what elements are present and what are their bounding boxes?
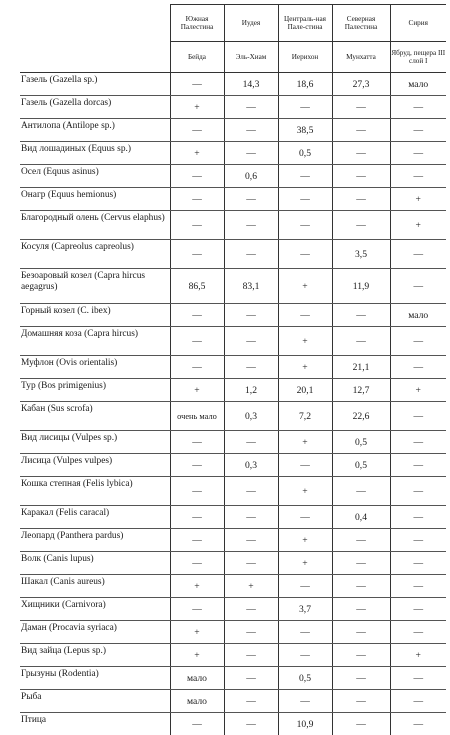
value-cell: — — [278, 454, 332, 477]
value-cell: — — [224, 356, 278, 379]
value-cell: + — [278, 327, 332, 356]
table-row — [20, 575, 446, 598]
table-header — [20, 5, 446, 73]
table-row — [20, 454, 446, 477]
value-cell: — — [170, 327, 224, 356]
species-name-cell: Лисица (Vulpes vulpes) — [20, 454, 170, 477]
table-row — [20, 356, 446, 379]
value-cell: — — [224, 644, 278, 667]
value-cell: очень мало — [170, 402, 224, 431]
species-name-cell: Рыба — [20, 690, 170, 713]
value-cell: — — [332, 211, 390, 240]
value-cell: — — [332, 690, 390, 713]
value-cell: — — [278, 644, 332, 667]
value-cell: + — [278, 529, 332, 552]
value-cell: + — [390, 379, 446, 402]
table-row — [20, 713, 446, 735]
value-cell: — — [224, 621, 278, 644]
value-cell: 1,2 — [224, 379, 278, 402]
species-name-cell: Даман (Procavia syriaca) — [20, 621, 170, 644]
value-cell: — — [390, 598, 446, 621]
species-name-cell: Шакал (Canis aureus) — [20, 575, 170, 598]
species-name-cell: Осел (Equus asinus) — [20, 165, 170, 188]
value-cell: 20,1 — [278, 379, 332, 402]
value-cell: — — [278, 506, 332, 529]
table-row — [20, 96, 446, 119]
value-cell: + — [278, 552, 332, 575]
value-cell: 0,5 — [278, 667, 332, 690]
region-header-row — [20, 5, 446, 42]
species-name-cell: Антилопа (Antilope sp.) — [20, 119, 170, 142]
value-cell: — — [390, 621, 446, 644]
value-cell: — — [170, 431, 224, 454]
table-row — [20, 119, 446, 142]
value-cell: — — [170, 713, 224, 735]
value-cell: — — [224, 240, 278, 269]
species-name-cell: Тур (Bos primigenius) — [20, 379, 170, 402]
value-cell: — — [332, 644, 390, 667]
species-name-cell: Онагр (Equus hemionus) — [20, 188, 170, 211]
species-name-cell: Вид лисицы (Vulpes sp.) — [20, 431, 170, 454]
value-cell: 27,3 — [332, 73, 390, 96]
table-row — [20, 269, 446, 304]
table-row — [20, 477, 446, 506]
value-cell: + — [170, 379, 224, 402]
region-header: Северная Палестина — [332, 5, 390, 42]
value-cell: 3,5 — [332, 240, 390, 269]
value-cell: + — [224, 575, 278, 598]
table-body — [20, 73, 446, 735]
value-cell: — — [390, 667, 446, 690]
value-cell: — — [224, 142, 278, 165]
value-cell: — — [390, 431, 446, 454]
value-cell: — — [332, 477, 390, 506]
value-cell: — — [170, 529, 224, 552]
value-cell: — — [332, 96, 390, 119]
value-cell: — — [390, 477, 446, 506]
header-corner — [20, 5, 170, 73]
value-cell: — — [170, 552, 224, 575]
value-cell: + — [278, 269, 332, 304]
site-header: Иерихон — [278, 42, 332, 73]
value-cell: — — [390, 356, 446, 379]
species-name-cell: Вид лошадиных (Equus sp.) — [20, 142, 170, 165]
value-cell: мало — [170, 667, 224, 690]
value-cell: 12,7 — [332, 379, 390, 402]
species-name-cell: Леопард (Panthera pardus) — [20, 529, 170, 552]
table-row — [20, 304, 446, 327]
value-cell: 38,5 — [278, 119, 332, 142]
species-name-cell: Косуля (Capreolus capreolus) — [20, 240, 170, 269]
species-name-cell: Каракал (Felis caracal) — [20, 506, 170, 529]
value-cell: + — [170, 621, 224, 644]
site-header: Мунхатта — [332, 42, 390, 73]
value-cell: — — [170, 165, 224, 188]
table-row — [20, 188, 446, 211]
value-cell: — — [390, 402, 446, 431]
value-cell: 22,6 — [332, 402, 390, 431]
value-cell: — — [224, 96, 278, 119]
table-row — [20, 379, 446, 402]
value-cell: — — [224, 119, 278, 142]
value-cell: — — [224, 477, 278, 506]
value-cell: 11,9 — [332, 269, 390, 304]
value-cell: 0,5 — [332, 431, 390, 454]
value-cell: — — [224, 327, 278, 356]
value-cell: 0,4 — [332, 506, 390, 529]
value-cell: — — [170, 73, 224, 96]
value-cell: — — [224, 506, 278, 529]
value-cell: — — [170, 506, 224, 529]
table-row — [20, 402, 446, 431]
value-cell: — — [332, 142, 390, 165]
value-cell: — — [170, 211, 224, 240]
value-cell: + — [390, 188, 446, 211]
table-row — [20, 431, 446, 454]
value-cell: — — [332, 621, 390, 644]
region-header: Централь-ная Пале-стина — [278, 5, 332, 42]
value-cell: мало — [170, 690, 224, 713]
value-cell: + — [170, 575, 224, 598]
value-cell: + — [390, 211, 446, 240]
site-header: Ябруд, пещера III слой I — [390, 42, 446, 73]
value-cell: — — [278, 304, 332, 327]
value-cell: — — [390, 575, 446, 598]
value-cell: 7,2 — [278, 402, 332, 431]
value-cell: 0,5 — [278, 142, 332, 165]
value-cell: — — [170, 304, 224, 327]
value-cell: — — [224, 598, 278, 621]
value-cell: — — [390, 165, 446, 188]
value-cell: — — [390, 506, 446, 529]
species-name-cell: Благородный олень (Cervus elaphus) — [20, 211, 170, 240]
value-cell: — — [278, 240, 332, 269]
site-header: Бейда — [170, 42, 224, 73]
region-header: Южная Палестина — [170, 5, 224, 42]
species-name-cell: Безоаровый козел (Capra hircus aegagrus) — [20, 269, 170, 304]
table-row — [20, 690, 446, 713]
value-cell: — — [224, 529, 278, 552]
value-cell: — — [332, 165, 390, 188]
value-cell: 0,6 — [224, 165, 278, 188]
value-cell: 10,9 — [278, 713, 332, 735]
value-cell: — — [390, 552, 446, 575]
value-cell: — — [278, 690, 332, 713]
species-name-cell: Горный козел (C. ibex) — [20, 304, 170, 327]
value-cell: — — [332, 598, 390, 621]
species-name-cell: Домашняя коза (Capra hircus) — [20, 327, 170, 356]
species-name-cell: Газель (Gazella sp.) — [20, 73, 170, 96]
species-name-cell: Кабан (Sus scrofa) — [20, 402, 170, 431]
value-cell: — — [224, 667, 278, 690]
value-cell: — — [390, 119, 446, 142]
value-cell: 0,5 — [332, 454, 390, 477]
value-cell: — — [332, 327, 390, 356]
value-cell: — — [332, 304, 390, 327]
species-name-cell: Муфлон (Ovis orientalis) — [20, 356, 170, 379]
value-cell: — — [332, 575, 390, 598]
value-cell: 14,3 — [224, 73, 278, 96]
fauna-table — [20, 4, 446, 735]
value-cell: — — [170, 477, 224, 506]
value-cell: — — [390, 269, 446, 304]
value-cell: — — [278, 188, 332, 211]
value-cell: — — [390, 327, 446, 356]
value-cell: — — [390, 454, 446, 477]
value-cell: — — [332, 552, 390, 575]
value-cell: 0,3 — [224, 454, 278, 477]
value-cell: + — [170, 142, 224, 165]
value-cell: + — [170, 96, 224, 119]
table-row — [20, 165, 446, 188]
value-cell: — — [224, 188, 278, 211]
value-cell: + — [278, 431, 332, 454]
value-cell: 86,5 — [170, 269, 224, 304]
value-cell: — — [390, 690, 446, 713]
species-name-cell: Вид зайца (Lepus sp.) — [20, 644, 170, 667]
value-cell: — — [224, 552, 278, 575]
value-cell: мало — [390, 304, 446, 327]
value-cell: — — [278, 621, 332, 644]
value-cell: — — [224, 211, 278, 240]
value-cell: — — [390, 240, 446, 269]
species-name-cell: Птица — [20, 713, 170, 735]
value-cell: — — [170, 240, 224, 269]
table-row — [20, 327, 446, 356]
value-cell: — — [390, 713, 446, 735]
table-row — [20, 211, 446, 240]
value-cell: — — [278, 211, 332, 240]
value-cell: — — [332, 188, 390, 211]
value-cell: — — [278, 575, 332, 598]
value-cell: 21,1 — [332, 356, 390, 379]
value-cell: — — [224, 713, 278, 735]
value-cell: мало — [390, 73, 446, 96]
value-cell: + — [390, 644, 446, 667]
table-row — [20, 552, 446, 575]
value-cell: — — [278, 165, 332, 188]
value-cell: — — [224, 431, 278, 454]
value-cell: — — [332, 667, 390, 690]
table-row — [20, 621, 446, 644]
species-name-cell: Газель (Gazella dorcas) — [20, 96, 170, 119]
species-name-cell: Кошка степная (Felis lybica) — [20, 477, 170, 506]
value-cell: — — [278, 96, 332, 119]
value-cell: — — [224, 304, 278, 327]
table-row — [20, 598, 446, 621]
region-header: Иудея — [224, 5, 278, 42]
table-row — [20, 73, 446, 96]
value-cell: — — [170, 356, 224, 379]
table-row — [20, 506, 446, 529]
table-row — [20, 142, 446, 165]
value-cell: + — [278, 356, 332, 379]
value-cell: + — [278, 477, 332, 506]
value-cell: 3,7 — [278, 598, 332, 621]
value-cell: — — [170, 119, 224, 142]
value-cell: 83,1 — [224, 269, 278, 304]
table-row — [20, 667, 446, 690]
region-header: Сирия — [390, 5, 446, 42]
value-cell: — — [390, 529, 446, 552]
species-name-cell: Грызуны (Rodentia) — [20, 667, 170, 690]
value-cell: 0,3 — [224, 402, 278, 431]
table-row — [20, 529, 446, 552]
value-cell: — — [390, 96, 446, 119]
value-cell: — — [170, 454, 224, 477]
value-cell: — — [332, 529, 390, 552]
value-cell: — — [390, 142, 446, 165]
value-cell: — — [224, 690, 278, 713]
value-cell: — — [332, 713, 390, 735]
table-row — [20, 240, 446, 269]
species-name-cell: Хищники (Carnivora) — [20, 598, 170, 621]
site-header: Эль-Хиам — [224, 42, 278, 73]
value-cell: 18,6 — [278, 73, 332, 96]
value-cell: + — [170, 644, 224, 667]
table-row — [20, 644, 446, 667]
value-cell: — — [332, 119, 390, 142]
species-name-cell: Волк (Canis lupus) — [20, 552, 170, 575]
value-cell: — — [170, 188, 224, 211]
value-cell: — — [170, 598, 224, 621]
